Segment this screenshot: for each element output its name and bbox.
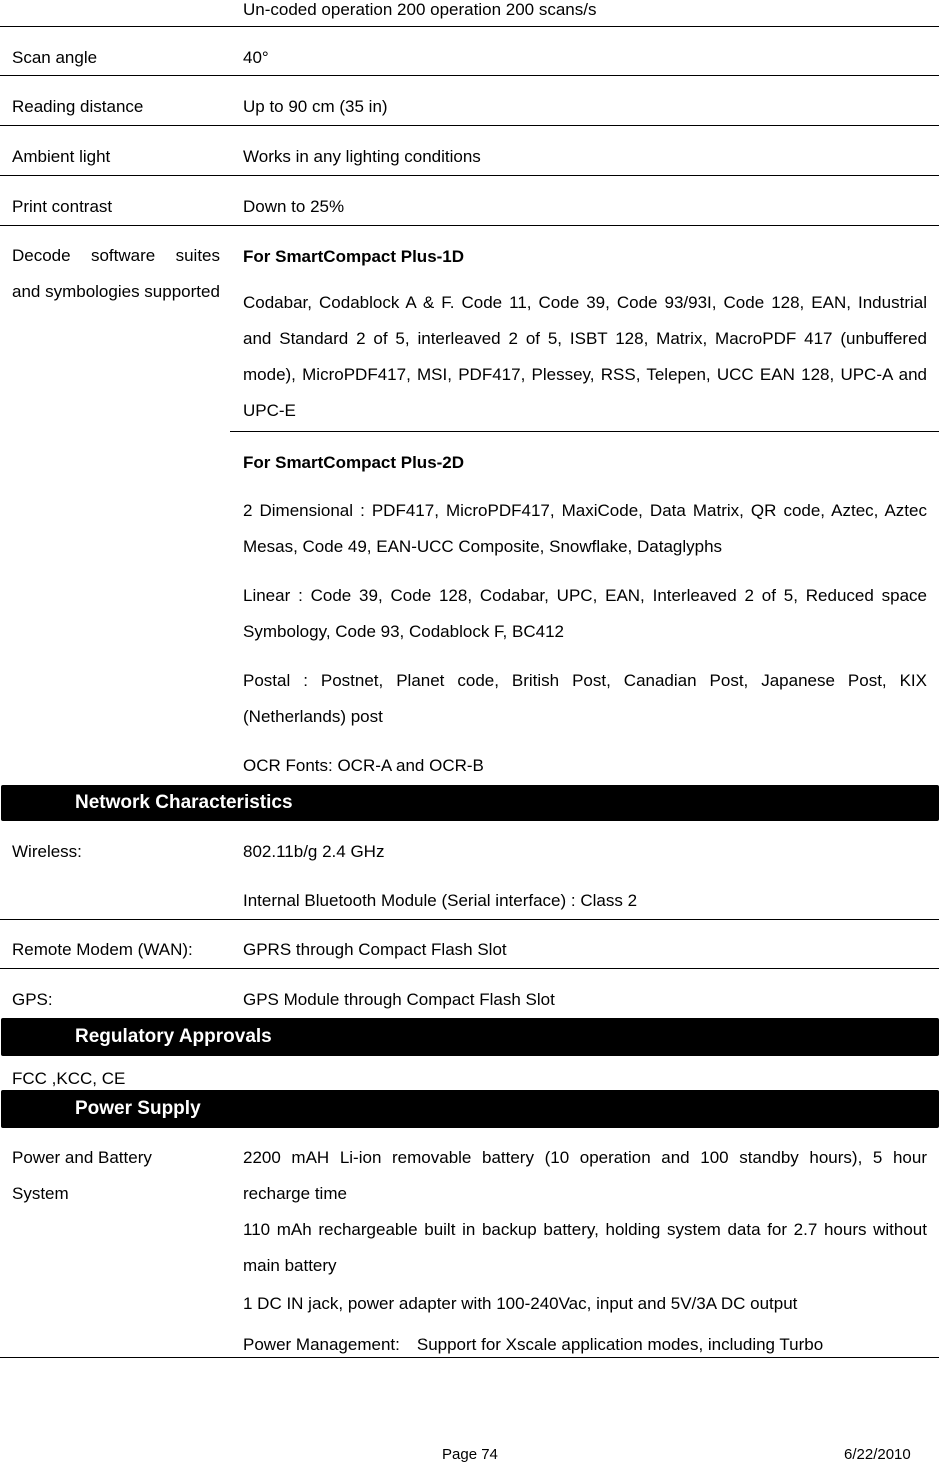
gps-value: GPS Module through Compact Flash Slot: [243, 990, 555, 1009]
power-header: Power Supply: [1, 1090, 939, 1128]
regulatory-header: Regulatory Approvals: [1, 1018, 939, 1056]
wan-label: Remote Modem (WAN):: [12, 940, 193, 959]
network-header: Network Characteristics: [1, 785, 939, 821]
power-management: Power Management: Support for Xscale application modes, including Turbo: [243, 1335, 824, 1354]
wireless-label: Wireless:: [12, 842, 82, 861]
page-number: Page 74: [442, 1446, 498, 1463]
print-contrast-label: Print contrast: [12, 197, 113, 216]
plus1d-title: For SmartCompact Plus-1D: [243, 247, 465, 266]
power-label: Power and Battery System: [12, 1148, 152, 1203]
divider: [0, 968, 939, 969]
reading-distance-label: Reading distance: [12, 97, 144, 116]
plus2d-ocr-fonts: OCR Fonts: OCR-A and OCR-B: [243, 756, 484, 775]
power-dc-jack: 1 DC IN jack, power adapter with 100-240Vac, input and 5V/3A DC output: [243, 1294, 798, 1313]
divider: [0, 125, 939, 126]
divider: [0, 175, 939, 176]
scan-angle-label: Scan angle: [12, 48, 98, 67]
wireless-wifi: 802.11b/g 2.4 GHz: [243, 842, 385, 861]
regulatory-value: FCC ,KCC, CE: [12, 1069, 126, 1088]
wan-value: GPRS through Compact Flash Slot: [243, 940, 507, 959]
scan-rate-continuation: Un-coded operation 200 operation 200 scans/s: [243, 0, 597, 19]
reading-distance-value: Up to 90 cm (35 in): [243, 97, 388, 116]
divider: [0, 1357, 939, 1358]
divider: [0, 225, 939, 226]
divider: [0, 75, 939, 76]
divider: [0, 919, 939, 920]
gps-label: GPS:: [12, 990, 53, 1009]
divider: [0, 26, 939, 27]
divider: [230, 431, 939, 432]
plus2d-postal-symbologies: Postal : Postnet, Planet code, British Post, Canadian Post, Japanese Post, KIX (Netherlands) post: [243, 671, 927, 726]
print-contrast-value: Down to 25%: [243, 197, 345, 216]
power-backup-battery: 110 mAh rechargeable built in backup battery, holding system data for 2.7 hours without main battery: [243, 1220, 927, 1275]
decode-label: Decode software suites and symbologies supported: [12, 246, 220, 301]
plus2d-2d-symbologies: 2 Dimensional : PDF417, MicroPDF417, MaxiCode, Data Matrix, QR code, Aztec, Aztec Mesas, Code 49, EAN-UCC Composite, Snowflake, Dataglyphs: [243, 501, 927, 556]
plus2d-linear-symbologies: Linear : Code 39, Code 128, Codabar, UPC, EAN, Interleaved 2 of 5, Reduced space Symbology, Code 93, Codablock F, BC412: [243, 586, 927, 641]
scan-angle-value: 40°: [243, 48, 269, 67]
ambient-light-value: Works in any lighting conditions: [243, 147, 481, 166]
power-battery: 2200 mAH Li-ion removable battery (10 operation and 100 standby hours), 5 hour recharge time: [243, 1148, 927, 1203]
ambient-light-label: Ambient light: [12, 147, 111, 166]
footer-date: 6/22/2010: [844, 1446, 911, 1463]
plus1d-symbologies: Codabar, Codablock A & F. Code 11, Code 39, Code 93/93I, Code 128, EAN, Industrial and Standard 2 of 5, interleaved 2 of 5, ISBT 128, Matrix, MacroPDF 417 (unbuffered mode), MicroPDF417, MSI, PDF417, Plessey, RSS, Telepen, UCC EAN 128, UPC-A and UPC-E: [243, 293, 927, 420]
plus2d-title: For SmartCompact Plus-2D: [243, 453, 465, 472]
wireless-bluetooth: Internal Bluetooth Module (Serial interface) : Class 2: [243, 891, 638, 910]
